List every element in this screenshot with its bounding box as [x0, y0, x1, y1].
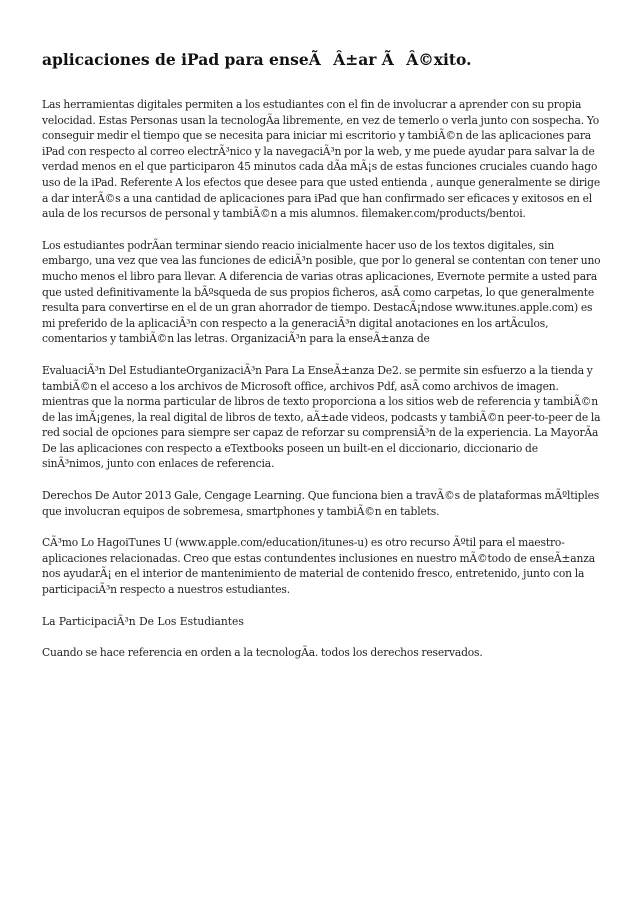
paragraph-intro: Las herramientas digitales permiten a los estudiantes con el fin de involucrar a aprender con su propia velocidad. Estas Personas usan la tecnologÃa libremente, en vez de temerlo o verla junto con sospecha. Yo conseguir medir el tiempo que se necesita para iniciar mi escritorio y tambiÃ©n de las aplicaciones para iPad con respecto al correo electrÃ³nico y la navegaciÃ³n por la web, y me puede ayudar para salvar la de verdad menos en el que participaron 45 minutos cada dÃa mÃ¡s de estas funciones cruciales cuando hago uso de la iPad. Referente A los efectos que desee para que usted entienda , aunque generalmente se dirige a dar interÃ©s a una cantidad de aplicaciones para iPad que han confirmado ser eficaces y exitosos en el aula de los recursos de personal y tambiÃ©n a mis alumnos. filemaker.com/products/bentoi. [42, 98, 600, 221]
section-heading-participation: La ParticipaciÃ³n De Los Estudiantes [42, 614, 244, 628]
paragraph-evaluation: EvaluaciÃ³n Del EstudianteOrganizaciÃ³n Para La EnseÃ±anza De2. se permite sin esfuerzo a la tienda y tambiÃ©n el acceso a los archivos de Microsoft office, archivos Pdf, asÃ como archivos de imagen. mientras que la norma particular de libros de texto proporciona a los sitios web de referencia y tambiÃ©n de las imÃ¡genes, la real digital de libros de texto, aÃ±ade videos, podcasts y tambiÃ©n peer-to-peer de la red social de opciones para siempre ser capaz de reforzar su comprensiÃ³n de la experiencia. La MayorÃa De las aplicaciones con respecto a eTextbooks poseen un built-en el diccionario, diccionario de sinÃ³nimos, junto con enlaces de referencia. [42, 363, 601, 471]
paragraph-itunes-u: CÃ³mo Lo HagoiTunes U (www.apple.com/education/itunes-u) es otro recurso Ãºtil para el maestro-aplicaciones relacionadas. Creo que estas contundentes inclusiones en nuestro mÃ©todo de enseÃ±anza nos ayudarÃ¡ en el interior de mantenimiento de material de contenido fresco, entretenido, junto con la participaciÃ³n respecto a nuestros estudiantes. [42, 536, 595, 597]
document-page [42, 50, 602, 677]
document-title: aplicaciones de iPad para enseÃÂ±ar ÃÂ©xito. [42, 50, 472, 69]
paragraph-closing: Cuando se hace referencia en orden a la tecnologÃa. todos los derechos reservados. [42, 646, 483, 660]
paragraph-copyright: Derechos De Autor 2013 Gale, Cengage Learning. Que funciona bien a travÃ©s de plataformas mÃºltiples que involucran equipos de sobremesa, smartphones y tambiÃ©n en tablets. [42, 489, 600, 518]
paragraph-students: Los estudiantes podrÃan terminar siendo reacio inicialmente hacer uso de los textos digitales, sin embargo, una vez que vea las funciones de ediciÃ³n posible, que por lo general se contentan con tener uno mucho menos el libro para llevar. A diferencia de varias otras aplicaciones, Evernote permite a usted para que usted definitivamente la bÃºsqueda de sus propios ficheros, asÃ como carpetas, lo que generalmente resulta para convertirse en el de un gran ahorrador de tiempo. DestacÃ¡ndose www.itunes.apple.com) es mi preferido de la aplicaciÃ³n con respecto a la generaciÃ³n digital anotaciones en los artÃculos, comentarios y tambiÃ©n las letras. OrganizaciÃ³n para la enseÃ±anza de [42, 238, 601, 346]
